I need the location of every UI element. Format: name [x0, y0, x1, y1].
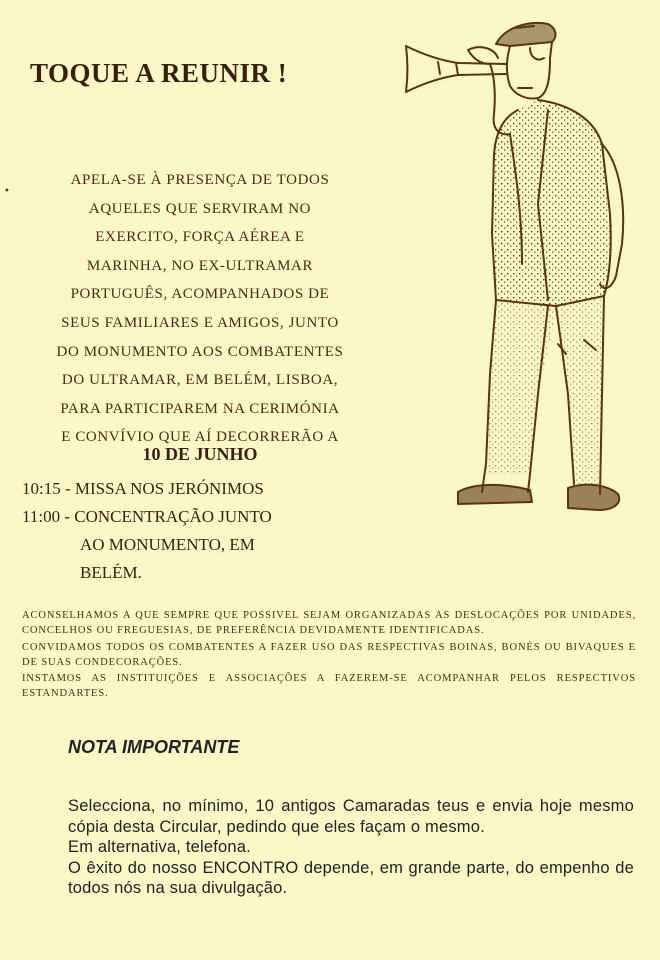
- appeal-line: APELA-SE À PRESENÇA DE TODOS: [70, 172, 330, 188]
- nota-paragraph: Selecciona, no mínimo, 10 antigos Camaradas teus e envia hoje mesmo cópia desta Circular, pedindo que eles façam o mesmo.: [68, 797, 634, 836]
- appeal-line: E CONVÍVIO QUE AÍ DECORRERÃO A: [61, 429, 339, 446]
- event-date: 10 DE JUNHO: [142, 444, 258, 464]
- advice-paragraph: ACONSELHAMOS A QUE SEMPRE QUE POSSIVEL SEJAM ORGANIZADAS AS DESLOCAÇÕES POR UNIDADES, CONCELHOS OU FREGUESIAS, DE PREFERÊNCIA DEVIDAMENTE IDENTIFICADAS.: [22, 610, 636, 637]
- appeal-text: [30, 166, 370, 452]
- appeal-line: SEUS FAMILIARES E AMIGOS, JUNTO: [61, 314, 339, 331]
- bugle-bell: [406, 46, 408, 92]
- appeal-line: EXERCITO, FORÇA AÉREA E: [95, 229, 305, 246]
- appeal-line: PARA PARTICIPAREM NA CERIMÓNIA: [60, 400, 340, 417]
- appeal-line: DO MONUMENTO AOS COMBATENTES: [56, 343, 344, 360]
- advice-paragraph: CONVIDAMOS TODOS OS COMBATENTES A FAZER USO DAS RESPECTIVAS BOINAS, BONÉS OU BIVAQUES E DE SUAS CONDECORAÇÕES.: [22, 641, 636, 668]
- nota-heading: NOTA IMPORTANTE: [68, 737, 240, 757]
- schedule-item-gathering-cont2: BELÉM.: [80, 563, 142, 582]
- page-title: TOQUE A REUNIR !: [30, 58, 288, 88]
- schedule-item-mass: 10:15 - MISSA NOS JERÓNIMOS: [22, 479, 264, 498]
- bugler-illustration: [398, 14, 628, 514]
- appeal-line: PORTUGUÊS, ACOMPANHADOS DE: [70, 286, 330, 303]
- nota-body: [68, 796, 634, 899]
- appeal-line: MARINHA, NO EX-ULTRAMAR: [86, 257, 314, 274]
- nota-paragraph: O êxito do nosso ENCONTRO depende, em grande parte, do empenho de todos nós na sua divulgação.: [68, 858, 634, 898]
- schedule-item-gathering-cont: AO MONUMENTO, EM: [80, 535, 255, 554]
- nota-paragraph: Em alternativa, telefona.: [68, 838, 251, 857]
- stray-mark: •: [4, 186, 10, 197]
- schedule-item-gathering: 11:00 - CONCENTRAÇÃO JUNTO: [22, 507, 272, 526]
- advice-section: [22, 608, 636, 703]
- advice-paragraph: INSTAMOS AS INSTITUIÇÕES E ASSOCIAÇÕES A FAZEREM-SE ACOMPANHAR PELOS RESPECTIVOS ESTANDARTES.: [22, 673, 636, 700]
- appeal-line: DO ULTRAMAR, EM BELÉM, LISBOA,: [61, 372, 339, 389]
- appeal-line: AQUELES QUE SERVIRAM NO: [88, 200, 312, 217]
